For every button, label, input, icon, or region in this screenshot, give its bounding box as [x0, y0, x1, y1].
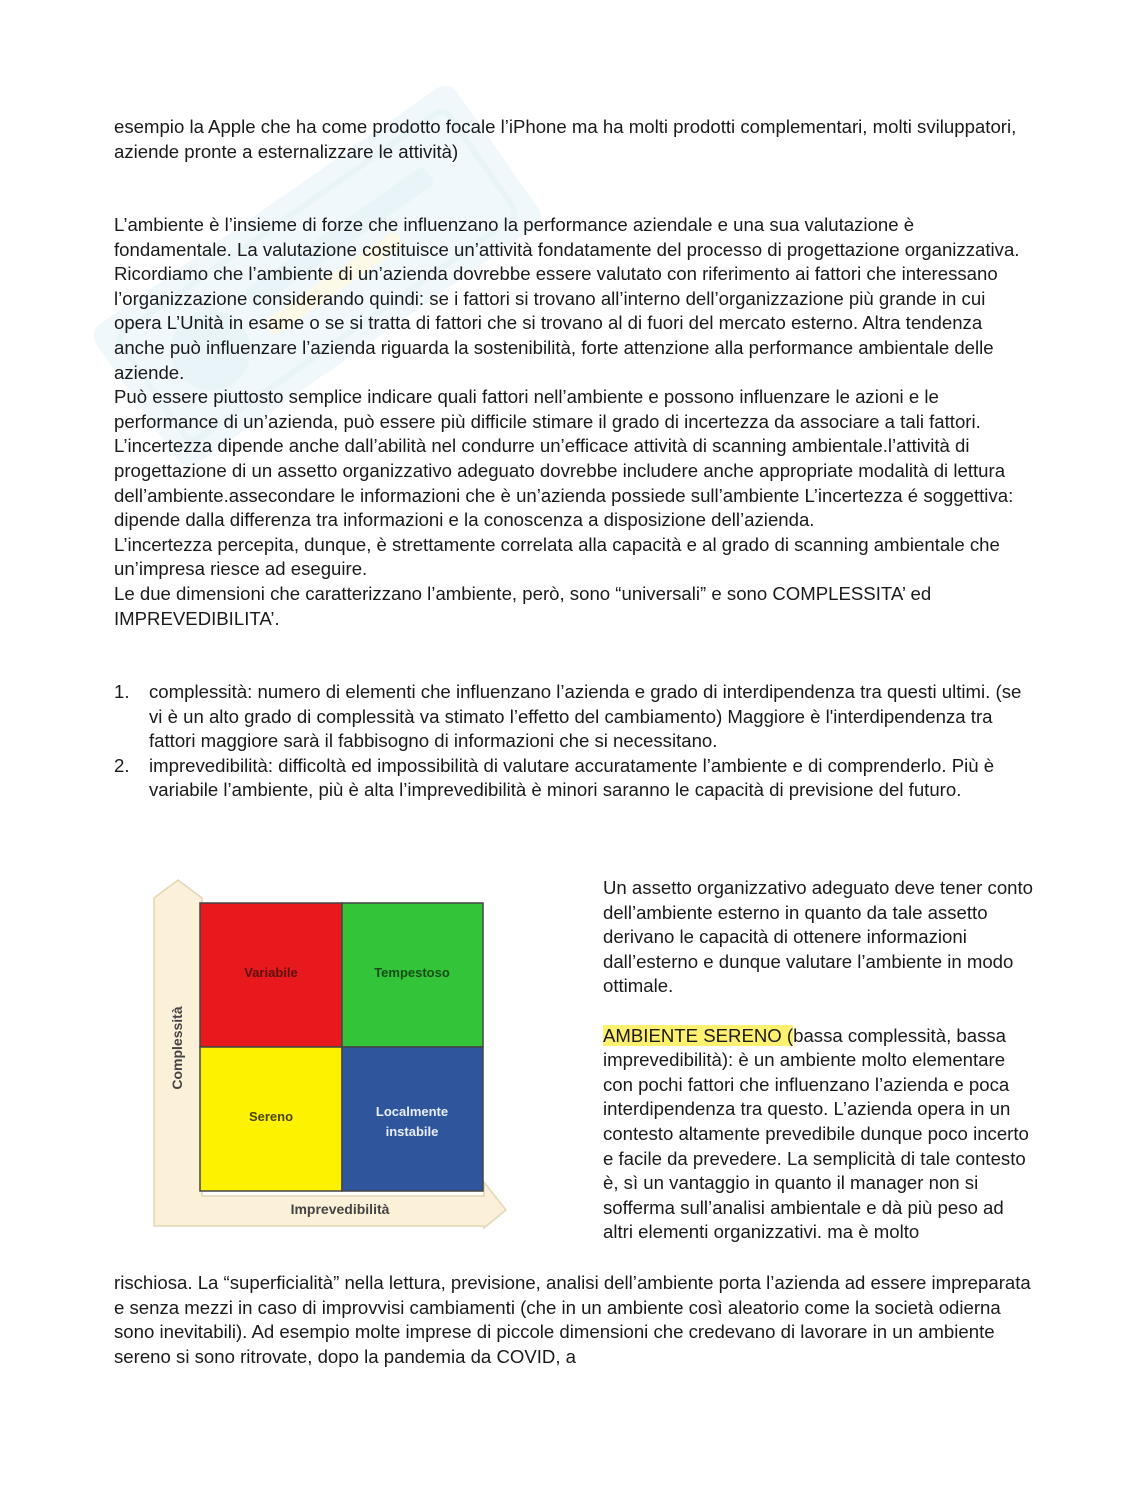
paragraph-fattori: Può essere piuttosto semplice indicare quali fattori nell’ambiente e possono influenzare le azioni e le performance di un’azienda, può essere più difficile stimare il grado di incertezza da associare a tali fattori.	[114, 386, 981, 432]
label-localmente: Localmente	[375, 1104, 449, 1119]
paragraph-incertezza-percepita: L’incertezza percepita, dunque, è strettamente correlata alla capacità e al grado di scanning ambientale che un’impresa riesce ad eseguire.	[114, 533, 1000, 580]
label-variabile: Variabile	[244, 965, 298, 980]
numbered-list	[114, 680, 1034, 803]
list-number: 2.	[114, 754, 130, 776]
label-tempestoso: Tempestoso	[374, 965, 450, 980]
quadrant-localmente-instabile	[342, 1047, 483, 1191]
y-axis-label: Complessità	[169, 1006, 185, 1090]
list-item	[114, 754, 1034, 803]
paragraph-incertezza: L’incertezza dipende anche dall’abilità nel condurre un’efficace attività di scanning ambientale.l’attività di progettazione di un assetto organizzativo adeguato dovrebbe includere anche appropriate modalità di lettura dell’ambiente.assecondare le informazioni che è un’azienda possiede sull’ambiente L’incertezza é soggettiva: dipende dalla differenza tra informazioni e la conoscenza a disposizione dell’azienda.	[114, 435, 1014, 531]
list-number: 1.	[114, 681, 130, 702]
side-text-block	[603, 876, 1033, 1245]
list-item-text: complessità: numero di elementi che influenzano l’azienda e grado di interdipendenza tra questi ultimi. (se vi è un alto grado di complessità va stimato l’effetto del cambiamento) Maggiore è l'interdipendenza tra fattori maggiore sarà il fabbisogno di informazioni che si necessitano.	[149, 681, 1022, 752]
body-text-block	[114, 213, 1034, 631]
environment-matrix-figure	[150, 878, 510, 1230]
list-item-text: imprevedibilità: difficoltà ed impossibilità di valutare accuratamente l’ambiente e di comprenderlo. Più è variabile l’ambiente, più è alta l’imprevedibilità è minori saranno le capacità di previsione del futuro.	[149, 754, 995, 801]
label-instabile: instabile	[385, 1124, 439, 1139]
list-item	[114, 680, 1034, 754]
paragraph-ambiente: L’ambiente è l’insieme di forze che influenzano la performance aziendale e una sua valutazione è fondamentale. La valutazione costituisce un’attività fondatamente del processo di progettazione organizzativa. Ricordiamo che l’ambiente di un’azienda dovrebbe essere valutato con riferimento ai fattori che interessano l’organizzazione considerando quindi: se i fattori si trovano all’interno dell’organizzazione più grande in cui opera L’Unità in esame o se si tratta di fattori che si trovano al di fuori del mercato esterno. Altra tendenza anche può influenzare l’azienda riguarda la sostenibilità, forte attenzione alla performance ambientale delle aziende.	[114, 214, 1020, 383]
paragraph-text: esempio la Apple che ha come prodotto focale l’iPhone ma ha molti prodotti complementari, molti sviluppatori, aziende pronte a esternalizzare le attività)	[114, 116, 1017, 162]
paragraph-assetto: Un assetto organizzativo adeguato deve tener conto dell’ambiente esterno in quanto da tale assetto derivano le capacità di ottenere informazioni dall’esterno e dunque valutare l’ambiente in modo ottimale.	[603, 877, 1034, 997]
paragraph-apple-example	[114, 115, 1034, 164]
label-sereno: Sereno	[248, 1109, 294, 1124]
paragraph-text: bassa complessità, bassa imprevedibilità): è un ambiente molto elementare con pochi fattori che influenzano l’azienda e poca interdipendenza tra questo. L’azienda opera in un contesto altamente prevedibile dunque poco incerto e facile da prevedere. La semplicità di tale contesto è, sì un vantaggio in quanto il manager non si sofferma sull’analisi ambientale e dà più peso ad altri elementi organizzativi. ma è molto	[603, 1024, 1029, 1243]
paragraph-ambiente-sereno	[603, 1024, 1033, 1245]
highlighted-heading: AMBIENTE SERENO (	[603, 1024, 794, 1046]
x-axis-label: Imprevedibilità	[290, 1201, 390, 1217]
paragraph-dimensioni: Le due dimensioni che caratterizzano l’ambiente, però, sono “universali” e sono COMPLESSITA’ ed IMPREVEDIBILITA’.	[114, 582, 932, 629]
paragraph-rischiosa: rischiosa. La “superficialità” nella lettura, previsione, analisi dell’ambiente porta l’azienda ad essere impreparata e senza mezzi in caso di improvvisi cambiamenti (che in un ambiente così aleatorio come la società odierna sono inevitabili). Ad esempio molte imprese di piccole dimensioni che credevano di lavorare in un ambiente sereno si sono ritrovate, dopo la pandemia da COVID, a	[114, 1272, 1031, 1367]
